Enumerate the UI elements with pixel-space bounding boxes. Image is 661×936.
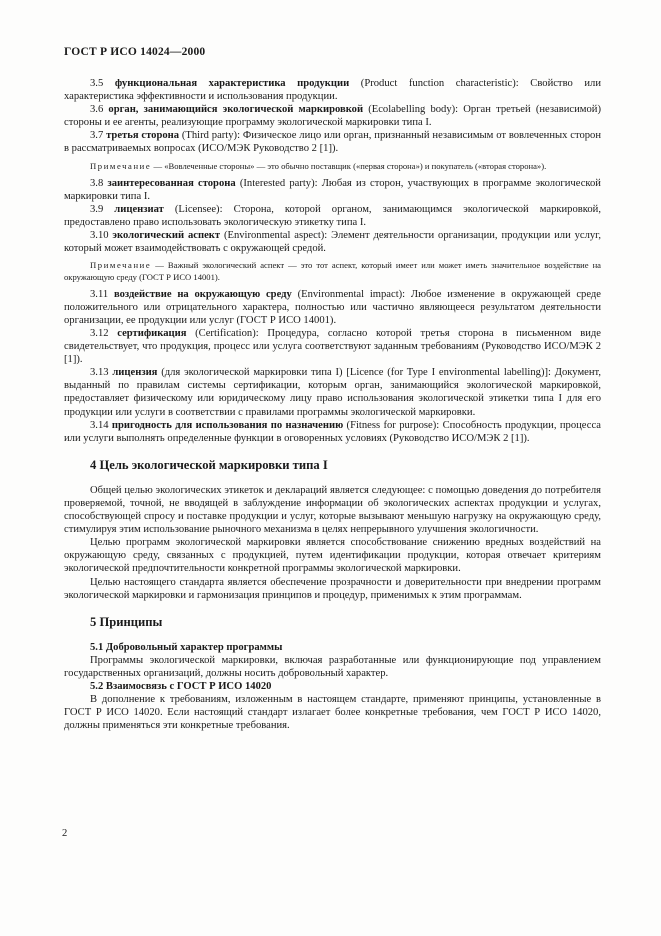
term-3-14: 3.14 пригодность для использования по назначению (Fitness for purpose): Способность продукции, процесса или услуги выполнять определенные функции в оговоренных условиях (Руководство ИСО/МЭК 2 [1]). bbox=[64, 419, 601, 444]
term-3-10: 3.10 экологический аспект (Environmental aspect): Элемент деятельности организации, продукции или услуг, который может взаимодействовать с окружающей средой. bbox=[64, 230, 601, 255]
subsection-5-2-title: 5.2 Взаимосвязь с ГОСТ Р ИСО 14020 bbox=[90, 680, 272, 692]
section-4-paragraph: Целью программ экологической маркировки является способствование снижению вредных воздействий на окружающую среду, связанных с продукцией, путем идентификации продукции, которая отвечает критериям экологической предпочтительности конкретной программы экологической маркировки. bbox=[64, 537, 601, 575]
note-1: Примечание — «Вовлеченные стороны» — это обычно поставщик («первая сторона») и покупатель («вторая сторона»). bbox=[90, 160, 547, 171]
section-5-title: 5 Принципы bbox=[90, 614, 163, 629]
section-4-title: 4 Цель экологической маркировки типа I bbox=[90, 457, 328, 472]
term-3-6: 3.6 орган, занимающийся экологической маркировкой (Ecolabelling body): Орган третьей (независимой) стороны и ее агенты, реализующие программу экологической маркировки типа I. bbox=[64, 104, 601, 129]
section-4-paragraph: Общей целью экологических этикеток и деклараций является следующее: с помощью доведения до потребителя проверяемой, точной, не вводящей в заблуждение информации об экологических аспектах продукции и услугах, способствующей спросу и поставке продукции и услуг, которые вызывают меньшую нагрузку на окружающую среду, стимулируя этим использование рыночного механизма в целях непрерывного улучшения экологичности. bbox=[64, 484, 601, 536]
section-4-paragraph: Целью настоящего стандарта является обеспечение прозрачности и доверительности при внедрении программ экологической маркировки и гармонизация принципов и процедур, применимых к этим программам. bbox=[64, 576, 601, 601]
term-3-12: 3.12 сертификация (Certification): Процедура, согласно которой третья сторона в письменном виде свидетельствует, что продукция, процесс или услуга соответствуют заданным требованиям (Руководство ИСО/МЭК 2 [1]). bbox=[64, 328, 601, 366]
term-3-5: 3.5 функциональная характеристика продукции (Product function characteristic): Свойство или характеристика эффективности и использования продукции. bbox=[64, 78, 602, 103]
page-number: 2 bbox=[62, 828, 68, 839]
term-3-8: 3.8 заинтересованная сторона (Interested party): Любая из сторон, участвующих в программе экологической маркировки типа I. bbox=[64, 177, 601, 202]
section-4-body bbox=[64, 484, 601, 602]
terms-block-2 bbox=[64, 177, 601, 256]
terms-block-3 bbox=[64, 288, 601, 445]
term-3-9: 3.9 лицензиат (Licensee): Сторона, которой органом, занимающимся экологической маркировкой, предоставлено право использовать экологическую этикетку типа I. bbox=[64, 203, 601, 229]
term-3-11: 3.11 воздействие на окружающую среду (Environmental impact): Любое изменение в окружающей среде положительного или отрицательного характера, полностью или частично являющееся результатом деятельности организации, ее продукции или услуг (ГОСТ Р ИСО 14001). bbox=[64, 288, 601, 326]
subsection-5-2-text: В дополнение к требованиям, изложенным в настоящем стандарте, применяют принципы, установленные в ГОСТ Р ИСО 14020. Если настоящий стандарт излагает более конкретные требования, чем ГОСТ Р ИСО 14020, должны применяться эти конкретные требования. bbox=[64, 694, 601, 732]
section-5-body bbox=[64, 641, 601, 733]
subsection-5-1-text: Программы экологической маркировки, включая разработанные или функционирующие под управлением государственных организаций, должны носить добровольный характер. bbox=[64, 654, 601, 679]
note-2: Примечание — Важный экологический аспект — это тот аспект, который имеет или может иметь значительное воздействие на окружающую среду (ГОСТ Р ИСО 14001). bbox=[64, 260, 601, 282]
term-3-13: 3.13 лицензия (для экологической маркировки типа I) [Licence (for Type I environmental labelling)]: Документ, выданный по правилам системы сертификации, которым орган, занимающийся экологической маркировкой, предоставляет физическому или юридическому лицу право использования экологической этикетки типа I для его продукции или услуги в соответствии с правилами программы экологической маркировки. bbox=[64, 367, 601, 418]
subsection-5-1-title: 5.1 Добровольный характер программы bbox=[90, 641, 283, 653]
term-3-7: 3.7 третья сторона (Third party): Физическое лицо или орган, признанный независимым от вовлеченных сторон в рассматриваемых вопросах (ИСО/МЭК Руководство 2 [1]). bbox=[64, 130, 602, 155]
document-header: ГОСТ Р ИСО 14024—2000 bbox=[64, 46, 206, 58]
terms-block-1 bbox=[64, 77, 601, 156]
